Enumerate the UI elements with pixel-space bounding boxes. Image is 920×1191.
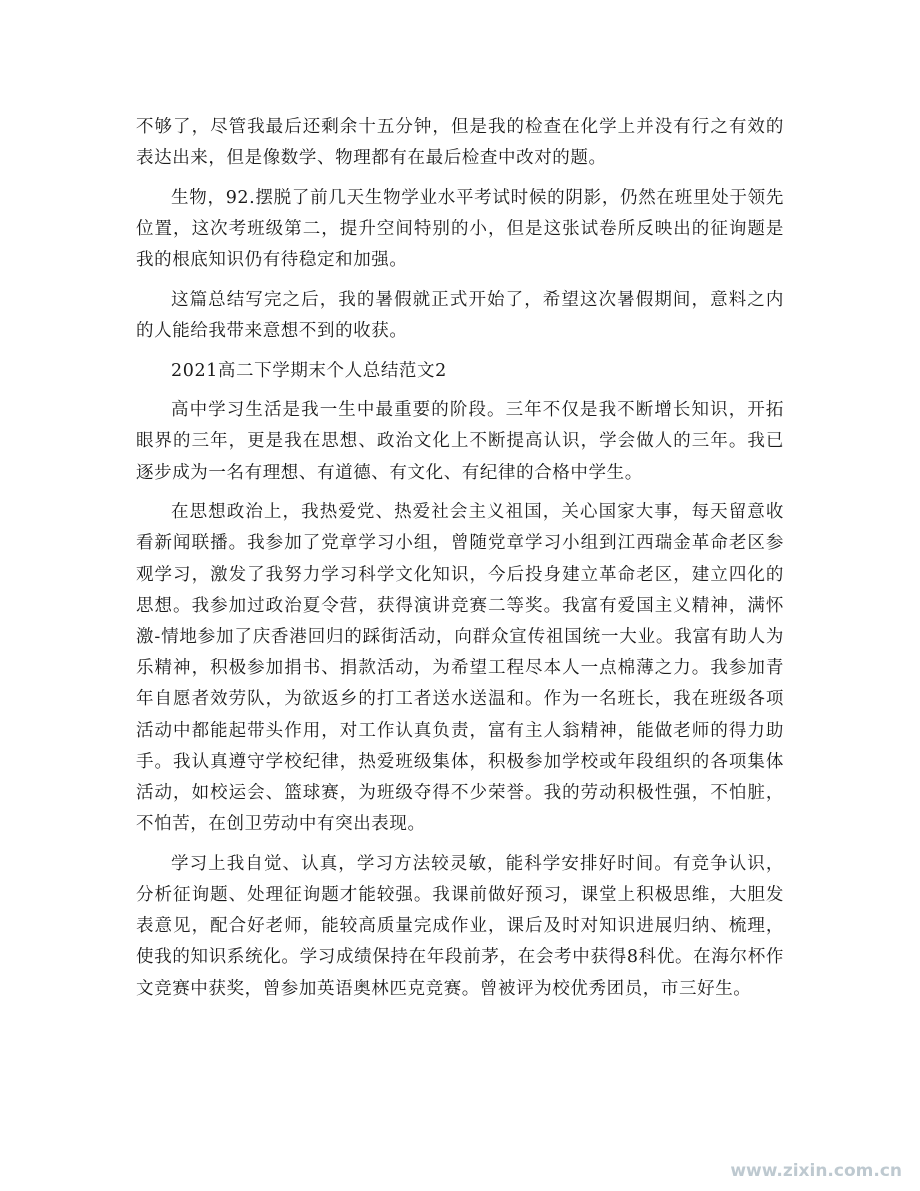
paragraph-biology: 生物，92.摆脱了前几天生物学业水平考试时候的阴影，仍然在班里处于领先位置，这次考班级第二，提升空间特别的小，但是这张试卷所反映出的征询题是我的根底知识仍有待稳定和加强。 xyxy=(136,187,784,271)
paragraph-continuation: 不够了，尽管我最后还剩余十五分钟，但是我的检查在化学上并没有行之有效的表达出来，但是像数学、物理都有在最后检查中改对的题。 xyxy=(136,117,784,169)
document-body xyxy=(136,112,784,1013)
watermark: www.zixin.com.cn xyxy=(730,1161,902,1181)
section-heading: 2021高二下学期末个人总结范文2 xyxy=(171,360,447,381)
paragraph-intro: 高中学习生活是我一生中最重要的阶段。三年不仅是我不断增长知识，开拓眼界的三年，更是我在思想、政治文化上不断提高认识，学会做人的三年。我已逐步成为一名有理想、有道德、有文化、有纪律的合格中学生。 xyxy=(136,400,784,483)
paragraph-politics: 在思想政治上，我热爱党、热爱社会主义祖国，关心国家大事，每天留意收看新闻联播。我参加了党章学习小组，曾随党章学习小组到江西瑞金革命老区参观学习，激发了我努力学习科学文化知识，今后投身建立革命老区，建立四化的思想。我参加过政治夏令营，获得演讲竞赛二等奖。我富有爱国主义精神，满怀激-情地参加了庆香港回归的踩街活动，向群众宣传祖国统一大业。我富有助人为乐精神，积极参加捐书、捐款活动，为希望工程尽本人一点棉薄之力。我参加青年自愿者效劳队，为欲返乡的打工者送水送温和。作为一名班长，我在班级各项活动中都能起带头作用，对工作认真负责，富有主人翁精神，能做老师的得力助手。我认真遵守学校纪律，热爱班级集体，积极参加学校或年段组织的各项集体活动，如校运会、篮球赛，为班级夺得不少荣誉。我的劳动积极性强，不怕脏，不怕苦，在创卫劳动中有突出表现。 xyxy=(136,502,784,835)
paragraph-conclusion: 这篇总结写完之后，我的暑假就正式开始了，希望这次暑假期间，意料之内的人能给我带来意想不到的收获。 xyxy=(136,289,784,341)
paragraph-study: 学习上我自觉、认真，学习方法较灵敏，能科学安排好时间。有竞争认识，分析征询题、处理征询题才能较强。我课前做好预习，课堂上积极思维，大胆发表意见，配合好老师，能较高质量完成作业，课后及时对知识进展归纳、梳理，使我的知识系统化。学习成绩保持在年段前茅，在会考中获得8科优。在海尔杯作文竞赛中获奖，曾参加英语奥林匹克竞赛。曾被评为校优秀团员，市三好生。 xyxy=(136,853,784,999)
